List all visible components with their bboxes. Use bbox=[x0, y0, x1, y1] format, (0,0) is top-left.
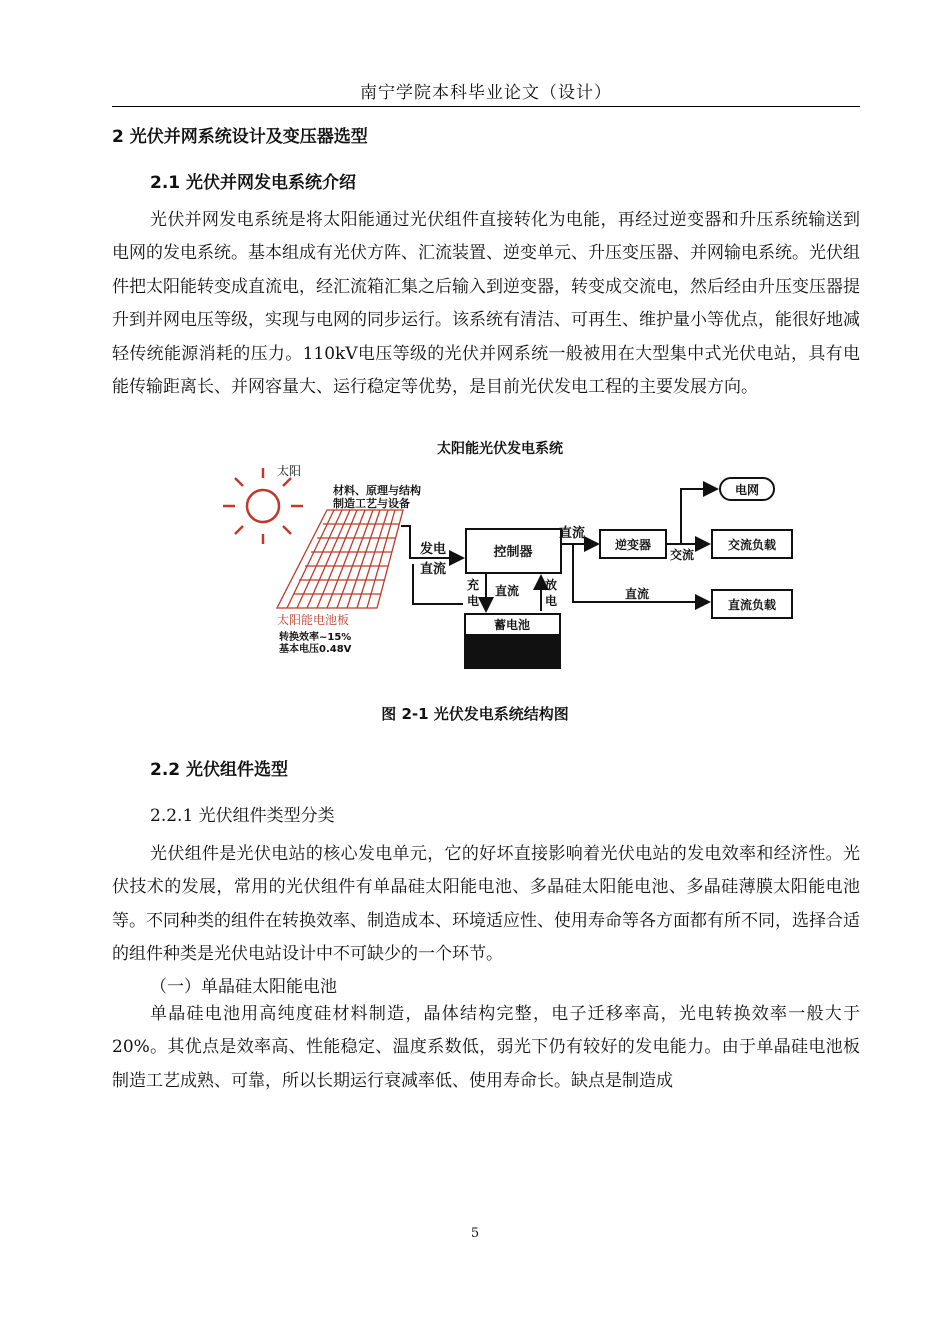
panel-desc-2: 制造工艺与设备 bbox=[333, 497, 410, 510]
discharge-label-1: 放 bbox=[545, 578, 558, 592]
dc-label-4: 直流 bbox=[495, 584, 520, 598]
header-rule bbox=[112, 106, 860, 107]
dc-gen-label: 发电 bbox=[420, 542, 447, 557]
figure-caption: 图 2-1 光伏发电系统结构图 bbox=[381, 705, 569, 723]
subsection-heading-2-2-1: 2.2.1 光伏组件类型分类 bbox=[150, 806, 335, 826]
sun-icon bbox=[223, 468, 303, 544]
efficiency-label: 转换效率~15% bbox=[279, 632, 352, 643]
discharge-label-2: 电 bbox=[545, 594, 558, 608]
ac-label: 交流 bbox=[670, 548, 695, 562]
mono-paragraph: 单晶硅电池用高纯度硅材料制造，晶体结构完整，电子迁移率高，光电转换效率一般大于20%。其优点是效率高、性能稳定、温度系数低，弱光下仍有较好的发电能力。由于单晶硅电池板制造工艺成熟、可靠，所以长期运行衰减率低、使用寿命长。缺点是制造成 bbox=[112, 1004, 860, 1091]
subsection-heading-2-1: 2.1 光伏并网发电系统介绍 bbox=[150, 173, 357, 193]
ac-wire bbox=[666, 489, 717, 544]
battery-label: 蓄电池 bbox=[493, 618, 531, 632]
controller-label: 控制器 bbox=[493, 545, 533, 560]
dc-load-label: 直流负载 bbox=[727, 598, 777, 612]
intro-paragraph: 光伏并网发电系统是将太阳能通过光伏组件直接转化为电能，再经过逆变器和升压系统输送到电网的发电系统。基本组成有光伏方阵、汇流装置、逆变单元、升压变压器、并网输电系统。光伏组件把太阳能转变成直流电，经汇流箱汇集之后输入到逆变器，转变成交流电，然后经由升压变压器提升到并网电压等级，实现与电网的同步运行。该系统有清洁、可再生、维护量小等优点，能很好地减轻传统能源消耗的压力。110kV电压等级的光伏并网系统一般被用在大型集中式光伏电站，具有电能传输距离长、并网容量大、运行稳定等优势，是目前光伏发电工程的主要发展方向。 bbox=[112, 210, 860, 398]
ac-load-label: 交流负载 bbox=[727, 538, 777, 552]
dc-label-1: 直流 bbox=[420, 562, 447, 577]
item-heading-mono: （一）单晶硅太阳能电池 bbox=[150, 977, 337, 997]
solar-panel-icon bbox=[277, 510, 403, 608]
subsection-heading-2-2: 2.2 光伏组件选型 bbox=[150, 760, 289, 780]
battery-fill bbox=[465, 634, 560, 668]
section-heading: 2 光伏并网系统设计及变压器选型 bbox=[112, 127, 368, 147]
page-number: 5 bbox=[470, 1226, 480, 1241]
diagram-title: 太阳能光伏发电系统 bbox=[437, 441, 563, 457]
module-types-paragraph: 光伏组件是光伏电站的核心发电单元，它的好坏直接影响着光伏电站的发电效率和经济性。光伏技术的发展，常用的光伏组件有单晶硅太阳能电池、多晶硅太阳能电池、多晶硅薄膜太阳能电池等。不同种类的组件在转换效率、制造成本、环境适应性、使用寿命等各方面都有所不同，选择合适的组件种类是光伏电站设计中不可缺少的一个环节。 bbox=[112, 844, 860, 965]
dc-label-3: 直流 bbox=[625, 587, 650, 601]
grid-label: 电网 bbox=[734, 483, 760, 497]
voltage-label: 基本电压0.48V bbox=[279, 644, 352, 655]
inverter-label: 逆变器 bbox=[614, 538, 652, 552]
sun-label: 太阳 bbox=[277, 464, 302, 478]
pv-system-diagram bbox=[205, 438, 795, 678]
charge-label-2: 电 bbox=[467, 594, 480, 608]
charge-label-1: 充 bbox=[467, 578, 480, 592]
panel-label: 太阳能电池板 bbox=[277, 613, 350, 627]
dc-label-2: 直流 bbox=[559, 526, 586, 541]
panel-desc-1: 材料、原理与结构 bbox=[333, 484, 421, 497]
running-header: 南宁学院本科毕业论文（设计） bbox=[360, 83, 612, 103]
